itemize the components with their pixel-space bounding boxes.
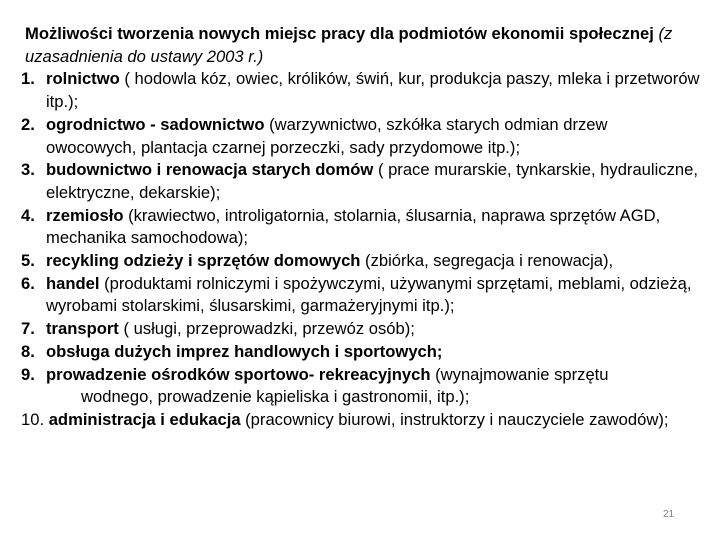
item-description-continuation: wodnego, prowadzenie kąpieliska i gastronomii, itp.); [81, 387, 470, 407]
slide-content [21, 23, 701, 432]
item-description: ( hodowla kóz, owiec, królików, świń, kur, produkcja paszy, mleka i przetworów itp.); [46, 69, 700, 112]
item-number: 4. [21, 205, 35, 225]
title-bold: Możliwości tworzenia nowych miejsc pracy dla podmiotów ekonomii społecznej [25, 24, 654, 43]
item-number: 9. [21, 364, 35, 384]
title-italic: (z uzasadnienia do ustawy 2003 r.) [25, 24, 673, 66]
item-term: budownictwo i renowacja starych domów [46, 160, 374, 180]
item-description: (zbiórka, segregacja i renowacja), [360, 251, 614, 271]
item-number: 1. [21, 69, 35, 89]
list-item [21, 341, 701, 364]
item-description: ( prace murarskie, tynkarskie, hydrauliczne, elektryczne, dekarskie); [46, 160, 698, 202]
item-description: (produktami rolniczymi i spożywczymi, używanymi sprzętami, meblami, odzieżą, wyrobami stolarskimi, ślusarskimi, garmażeryjnymi itp.); [46, 273, 692, 316]
list-item [21, 159, 701, 204]
item-term: transport [46, 319, 119, 339]
list-item [21, 273, 701, 318]
item-number: 3. [21, 160, 35, 180]
item-number: 7. [21, 319, 35, 339]
item-term: ogrodnictwo - sadownictwo [46, 114, 265, 134]
item-description: (warzywnictwo, szkółka starych odmian drzew owocowych, plantacja czarnej porzeczki, sady przydomowe itp.); [46, 114, 608, 157]
item-term: prowadzenie ośrodków sportowo- rekreacyjnych [46, 364, 431, 384]
list-item [21, 318, 701, 341]
item-description: (krawiectwo, introligatornia, stolarnia, ślusarnia, naprawa sprzętów AGD, mechanika samochodowa); [46, 205, 661, 248]
item-term: rolnictwo [46, 69, 120, 89]
slide-title [21, 23, 701, 68]
list-item [21, 364, 701, 409]
item-description: (pracownicy biurowi, instruktorzy i nauczyciele zawodów); [240, 409, 669, 429]
list-item [21, 205, 701, 250]
item-number: 8. [21, 341, 35, 361]
page-number: 21 [663, 509, 675, 520]
list-item [21, 114, 701, 159]
item-number: 5. [21, 251, 35, 271]
list [21, 68, 701, 431]
list-item [21, 250, 701, 273]
item-number: 10. [21, 409, 45, 429]
item-description: ( usługi, przeprowadzki, przewóz osób); [118, 319, 415, 339]
item-term: administracja i edukacja [48, 409, 241, 429]
item-term: recykling odzieży i sprzętów domowych [46, 251, 361, 271]
item-term: handel [46, 273, 100, 293]
list-item [21, 409, 701, 432]
item-term: rzemiosło [46, 205, 124, 225]
item-number: 2. [21, 114, 35, 134]
item-term: obsługa dużych imprez handlowych i sportowych; [46, 341, 443, 361]
item-number: 6. [21, 273, 35, 293]
item-description: (wynajmowanie sprzętu [430, 364, 609, 384]
list-item [21, 68, 701, 113]
